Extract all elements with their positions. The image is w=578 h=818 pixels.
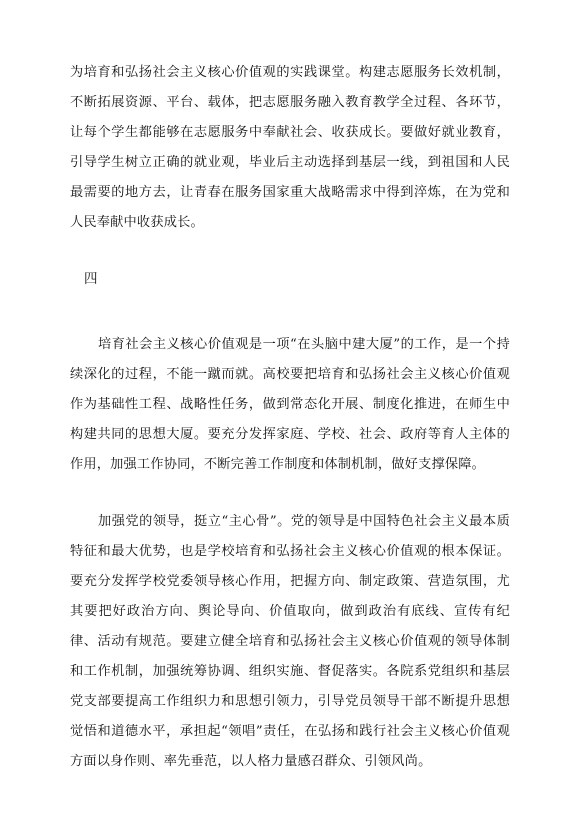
section-heading: 四	[84, 271, 98, 287]
paragraph-continuation: 为培育和弘扬社会主义核心价值观的实践课堂。构建志愿服务长效机制，不断拓展资源、平台、载体，把志愿服务融入教育教学全过程、各环节，让每个学生都能够在志愿服务中奉献社会、收获成长。要做好就业教育，引导学生树立正确的就业观，毕业后主动选择到基层一线，到祖国和人民最需要的地方去，让青春在服务国家重大战略需求中得到淬炼，在为党和人民奉献中收获成长。	[70, 65, 510, 230]
paragraph-core-values-intro: 培育社会主义核心价值观是一项“在头脑中建大厦”的工作，是一个持续深化的过程，不能一蹴而就。高校要把培育和弘扬社会主义核心价值观作为基础性工程、战略性任务，做到常态化开展、制度化推进，在师生中构建共同的思想大厦。要充分发挥家庭、学校、社会、政府等育人主体的作用，加强工作协同，不断完善工作制度和体制机制，做好支撑保障。	[70, 337, 510, 472]
paragraph-party-leadership: 加强党的领导，挺立“主心骨”。党的领导是中国特色社会主义最本质特征和最大优势，也是学校培育和弘扬社会主义核心价值观的根本保证。要充分发挥学校党委领导核心作用，把握方向、制定政策、营造氛围，尤其要把好政治方向、舆论导向、价值取向，做到政治有底线、宣传有纪律、活动有规范。要建立健全培育和弘扬社会主义核心价值观的领导体制和工作机制，加强统筹协调、组织实施、督促落实。各院系党组织和基层党支部要提高工作组织力和思想引领力，引导党员领导干部不断提升思想觉悟和道德水平，承担起“领唱”责任，在弘扬和践行社会主义核心价值观方面以身作则、率先垂范，以人格力量感召群众、引领风尚。	[70, 514, 510, 769]
